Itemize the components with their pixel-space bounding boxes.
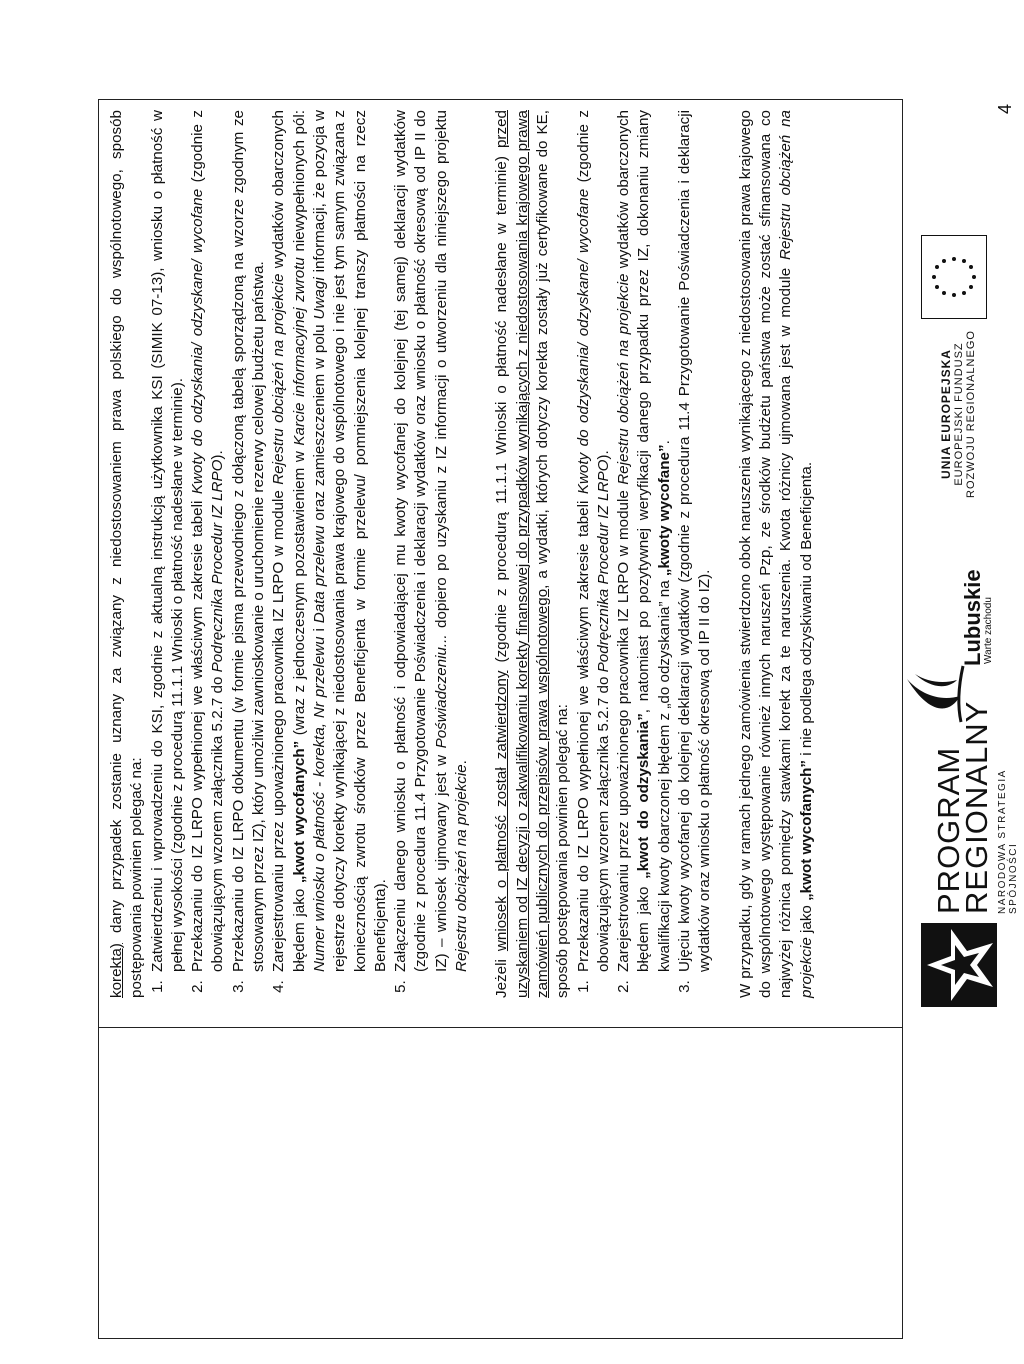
- program-star-icon: [919, 921, 999, 1009]
- column-divider: [99, 1027, 902, 1028]
- list-item: 2. Zarejestrowaniu przez upoważnionego pracownika IZ LRPO w module Rejestru obciążeń na projekcie wydatków obarczonych błędem jako „kwot do odzyskania”, natomiast po pozytywnej weryfikacji danego przypadku przez IZ, dokonaniu zmiany kwalifikacji kwoty obarczonej błędem z „do odzyskania” na „kwoty wycofane”.: [614, 110, 675, 976]
- section1-intro: korekta) dany przypadek zostanie uznany za związany z niedostosowaniem prawa polskiego do wspólnotowego, sposób postępowania powinien polegać na:: [108, 110, 146, 998]
- eu-flag-icon: [921, 235, 987, 319]
- list-item: 1. Zatwierdzeniu i wprowadzeniu do KSI, zgodnie z aktualną instrukcją użytkownika KSI (SIMIK 07-13), wniosku o płatność w pełnej wysokości (zgodnie z procedurą 11.1.1 Wnioski o płatność nadesłane w terminie).: [148, 110, 189, 976]
- footer-logos: [905, 0, 1019, 1364]
- table-frame: [98, 99, 903, 1339]
- eu-line1: UNIA EUROPEJSKA: [939, 349, 953, 479]
- program-line3: NARODOWA STRATEGIA SPÓJNOŚCI: [997, 769, 1019, 914]
- list-item: 5. Załączeniu danego wniosku o płatność i odpowiadającej mu kwoty wycofanej do kolejnej (tej samej) deklaracji wydatków (zgodnie z procedura 11.4 Przygotowanie Poświadczenia i deklaracji wydatków oraz wniosku o płatność okresową od IP II do IZ) – wniosek ujmowany jest w Poświadczeniu... dopiero po uzyskaniu z IZ informacji o utworzeniu dla niniejszego projektu Rejestru obciążeń na projekcie.: [391, 110, 472, 976]
- list-item: 1. Przekazaniu do IZ LRPO wypełnionej we właściwym zakresie tabeli Kwoty do odzyskania/ odzyskane/ wycofane (zgodnie z obowiązującym wzorem załącznika 5.2.7 do Podręcznika Procedur IZ LRPO).: [574, 110, 615, 976]
- page-number: 4: [995, 103, 1015, 114]
- section2-intro: Jeżeli wniosek o płatność został zatwierdzony (zgodnie z procedurą 11.1.1 Wnioski o płatność nadesłane w terminie) przed uzyskaniem od IZ decyzji o zakwalifikowaniu korekty finansowej do przypadków wynikających z niedostosowania krajowego prawa zamówień publicznych do przepisów prawa wspólnotowego, a wydatki, których dotyczy korekta zostały już certyfikowane do KE, sposób postępowania powinien polegać na:: [493, 110, 572, 998]
- document-content: [107, 110, 817, 998]
- list-item: 3. Ujęciu kwoty wycofanej do kolejnej deklaracji wydatków (zgodnie z procedura 11.4 Przygotowanie Poświadczenia i deklaracji wydatków oraz wniosku o płatność okresową od IP II do IZ).: [675, 110, 716, 976]
- lubuskie-logo: [905, 569, 997, 724]
- eu-line2: EUROPEJSKI FUNDUSZ: [953, 342, 965, 486]
- list-item: 3. Przekazaniu do IZ LRPO dokumentu (w formie pisma przewodniego z dołączoną tabelą sporządzoną na wzorze zgodnym ze stosowanym przez IZ), który umożliwi zawnioskowanie o uruchomienie rezerwy celowej budżetu państwa.: [229, 110, 270, 976]
- program-line2: REGIONALNY: [959, 700, 994, 914]
- list-item: 2. Przekazaniu do IZ LRPO wypełnionej we właściwym zakresie tabeli Kwoty do odzyskania/ odzyskane/ wycofane (zgodnie z obowiązującym wzorem załącznika 5.2.7 do Podręcznika Procedur IZ LRPO).: [188, 110, 229, 976]
- section3-paragraph: W przypadku, gdy w ramach jednego zamówienia stwierdzono obok naruszenia wynikającego z niedostosowania prawa krajowego do wspólnotowego występowanie również innych naruszeń Pzp, ze środków budżetu państwa może zostać sfinansowana co najwyżej różnica pomiędzy stawkami korekt za te naruszenia. Kwota różnicy ujmowana jest w module Rejestru obciążeń na projekcie jako „kwot wycofanych” i nie podlega odzyskiwaniu od Beneficjenta.: [736, 109, 815, 998]
- eu-logo: [913, 144, 1003, 504]
- program-line1: PROGRAM: [931, 746, 966, 914]
- lubuskie-tagline: Warte zachodu: [983, 597, 994, 664]
- list-item: 4. Zarejestrowaniu przez upoważnionego pracownika IZ LRPO w module Rejestru obciążeń na projekcie wydatków obarczonych błędem jako „kwot wycofanych” (wraz z jednoczesnym pozostawieniem w Karcie informacyjnej zwrotu niewypełnionych pól: Numer wniosku o płatność - korekta, Nr przelewu i Data przelewu oraz zamieszczeniem w polu Uwagi informacji, że pozycja w rejestrze dotyczy korekty wynikającej z niedostosowania prawa krajowego do wspólnotowego i nie jest tym samym związana z koniecznością zwrotu środków przez Beneficjenta w formie przelewu/ pomniejszenia kolejnej transzy płatności na rzecz Beneficjenta).: [269, 110, 391, 976]
- lubuskie-name: Lubuskie: [960, 569, 985, 666]
- eu-line3: ROZWOJU REGIONALNEGO: [965, 330, 977, 498]
- section1-list: [148, 110, 473, 998]
- lubuskie-sail-icon: [905, 664, 965, 724]
- section2-list: [574, 110, 716, 998]
